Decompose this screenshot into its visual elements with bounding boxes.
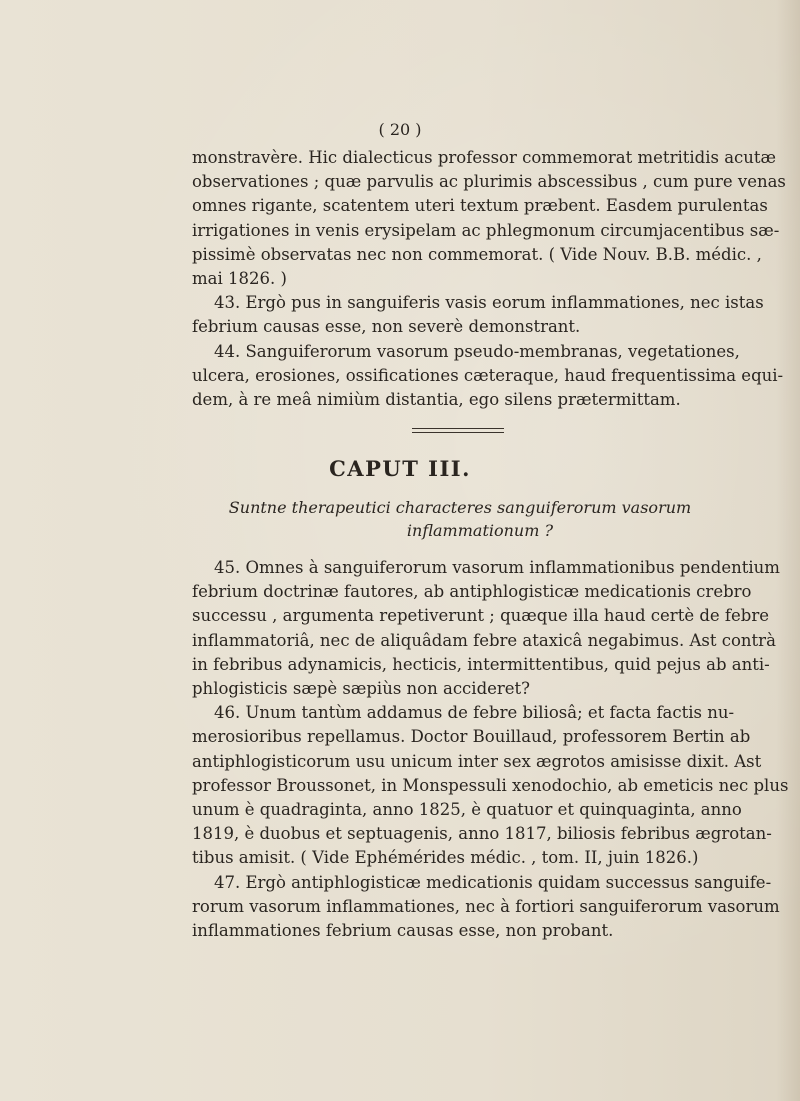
text-line: rorum vasorum inflammationes, nec à fortiori sanguiferorum vasorum: [192, 896, 780, 916]
paragraph-47-start: 47. Ergò antiphlogisticæ medicationis quidam successus sanguife-: [214, 872, 772, 892]
section-text-2: [192, 556, 789, 943]
paragraph-45-start: 45. Omnes à sanguiferorum vasorum inflammationibus pendentium: [214, 558, 780, 577]
text-line: professor Broussonet, in Monspessuli xenodochio, ab emeticis nec plus: [192, 775, 789, 795]
text-line: ulcera, erosiones, ossificationes cæteraque, haud frequentissima equi-: [192, 365, 784, 385]
chapter-subheading: [210, 496, 710, 542]
paragraph-43-start: 43. Ergò pus in sanguiferis vasis eorum inflammationes, nec istas: [214, 293, 764, 313]
page-number: ( 20 ): [378, 120, 422, 139]
text-line: mai 1826. ): [192, 269, 287, 289]
text-line: febrium causas esse, non severè demonstrant.: [192, 317, 581, 337]
text-line: tibus amisit. ( Vide Ephémérides médic. , tom. II, juin 1826.): [192, 848, 699, 868]
text-line: phlogisticis sæpè sæpiùs non accideret?: [192, 679, 531, 699]
text-line: inflammationes febrium causas esse, non probant.: [192, 921, 614, 941]
text-line: successu , argumenta repetiverunt ; quæque illa haud certè de febre: [192, 606, 769, 626]
text-line: merosioribus repellamus. Doctor Bouillaud, professorem Bertin ab: [192, 727, 751, 747]
paragraph-46-start: 46. Unum tantùm addamus de febre biliosâ; et facta factis nu-: [214, 703, 735, 723]
subheading-line: Suntne therapeutici characteres sanguiferorum vasorum: [228, 498, 692, 517]
text-line: observationes ; quæ parvulis ac plurimis abscessibus , cum pure venas: [192, 172, 786, 192]
text-line: dem, à re meâ nimiùm distantia, ego silens prætermittam.: [192, 390, 681, 410]
text-line: antiphlogisticorum usu unicum inter sex ægrotos amisisse dixit. Ast: [192, 751, 762, 771]
text-line: omnes rigante, scatentem uteri textum præbent. Easdem purulentas: [192, 196, 768, 216]
paragraph-44-start: 44. Sanguiferorum vasorum pseudo-membranas, vegetationes,: [214, 341, 740, 361]
section-divider-rule: [412, 428, 504, 433]
text-line: 1819, è duobus et septuagenis, anno 1817, biliosis febribus ægrotan-: [192, 824, 772, 844]
chapter-heading: CAPUT III.: [329, 456, 471, 481]
text-line: febrium doctrinæ fautores, ab antiphlogisticæ medicationis crebro: [192, 582, 752, 602]
section-text-1: [192, 146, 786, 412]
subheading-line: inflammationum ?: [406, 521, 554, 540]
text-line: irrigationes in venis erysipelam ac phlegmonum circumjacentibus sæ-: [192, 220, 780, 240]
text-line: inflammatoriâ, nec de aliquâdam febre ataxicâ negabimus. Ast contrà: [192, 630, 776, 650]
text-line: in febribus adynamicis, hecticis, intermittentibus, quid pejus ab anti-: [192, 654, 770, 674]
text-line: unum è quadraginta, anno 1825, è quatuor et quinquaginta, anno: [192, 800, 742, 820]
text-line: monstravère. Hic dialecticus professor commemorat metritidis acutæ: [192, 148, 777, 167]
text-line: pissimè observatas nec non commemorat. ( Vide Nouv. B.B. médic. ,: [192, 244, 762, 264]
